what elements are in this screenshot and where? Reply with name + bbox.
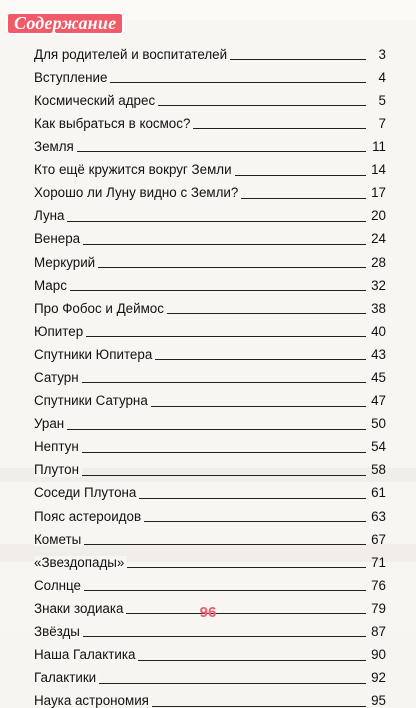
toc-item xyxy=(34,153,386,176)
toc-item xyxy=(34,638,386,661)
toc-item-title: Кто ещё кружится вокруг Земли xyxy=(34,163,235,176)
toc-item-title: Космический адрес xyxy=(34,94,158,107)
toc-item-page: 45 xyxy=(371,370,386,385)
toc-item-page: 4 xyxy=(378,69,386,85)
toc-item-page: 38 xyxy=(371,300,386,316)
toc-item-title: Нептун xyxy=(34,440,82,453)
toc-item-title: Наука астрономия xyxy=(34,694,152,707)
toc-item-page: 67 xyxy=(371,531,386,547)
toc-item xyxy=(34,477,386,500)
toc-item xyxy=(34,523,386,546)
toc-item-title: Знаки зодиака xyxy=(34,602,126,615)
toc-item-title: Про Фобос и Деймос xyxy=(34,302,167,315)
toc-item-title: Для родителей и воспитателей xyxy=(34,48,230,61)
toc-item-page: 61 xyxy=(371,485,386,501)
toc-item-page: 79 xyxy=(371,600,386,616)
toc-item-page: 7 xyxy=(378,115,386,131)
toc-item-title: «Звездопады» xyxy=(34,556,127,569)
toc-item-title: Кометы xyxy=(34,533,84,546)
toc-item-page: 58 xyxy=(371,462,386,478)
toc-item-title: Спутники Юпитера xyxy=(34,348,155,361)
toc-item xyxy=(34,130,386,153)
toc-item-page: 76 xyxy=(371,577,386,593)
toc-item-page: 71 xyxy=(371,554,386,570)
toc-item-page: 43 xyxy=(371,346,386,362)
toc-item-title: Земля xyxy=(34,140,77,153)
toc-item-title: Соседи Плутона xyxy=(34,486,139,499)
toc-item xyxy=(34,38,386,61)
toc-item xyxy=(34,454,386,477)
toc-item-page: 47 xyxy=(371,393,386,409)
toc-item-page: 11 xyxy=(372,139,386,155)
toc-item xyxy=(34,223,386,246)
toc-item-page: 92 xyxy=(371,670,386,686)
toc-item-page: 20 xyxy=(371,208,386,224)
toc-item-page: 63 xyxy=(371,508,386,524)
toc-item xyxy=(34,546,386,569)
toc-item-page: 3 xyxy=(378,46,386,62)
toc-item-page: 54 xyxy=(371,439,386,455)
toc-item xyxy=(34,431,386,454)
toc-item xyxy=(34,246,386,269)
toc-item-title: Юпитер xyxy=(34,325,86,338)
toc-item xyxy=(34,315,386,338)
toc-item xyxy=(34,61,386,84)
toc-item-page: 87 xyxy=(371,624,386,640)
toc-item-title: Вступление xyxy=(34,71,110,84)
toc-item-page: 28 xyxy=(371,254,386,270)
toc-item-page: 50 xyxy=(371,416,386,432)
toc-item-title: Луна xyxy=(34,209,67,222)
toc-item-page: 95 xyxy=(371,693,386,708)
toc-item-title: Уран xyxy=(34,417,67,430)
toc-item xyxy=(34,662,386,685)
toc-item-page: 17 xyxy=(371,185,386,201)
toc-item-title: Марс xyxy=(34,279,70,292)
toc-item xyxy=(34,408,386,431)
toc-item-page: 40 xyxy=(371,323,386,339)
toc-item-title: Спутники Сатурна xyxy=(34,394,151,407)
toc-item-title: Пояс астероидов xyxy=(34,510,144,523)
toc-item-page: 32 xyxy=(371,277,386,293)
toc-item-page: 90 xyxy=(371,647,386,663)
toc-item xyxy=(34,107,386,130)
toc-item xyxy=(34,177,386,200)
toc-item-title: Звёзды xyxy=(34,625,83,638)
toc-item-title: Плутон xyxy=(34,463,82,476)
toc-item xyxy=(34,84,386,107)
toc-item xyxy=(34,500,386,523)
toc-item-title: Венера xyxy=(34,232,83,245)
toc-item xyxy=(34,269,386,292)
toc-item-page: 5 xyxy=(378,92,386,108)
toc-item-title: Сатурн xyxy=(34,371,82,384)
toc-item-title: Как выбраться в космос? xyxy=(34,117,193,130)
toc-item xyxy=(34,200,386,223)
toc-item-page: 14 xyxy=(371,162,386,178)
toc-item xyxy=(34,338,386,361)
toc-item xyxy=(34,685,386,708)
toc-item-title: Галактики xyxy=(34,671,99,684)
toc-item xyxy=(34,361,386,384)
toc-item-page: 24 xyxy=(371,231,386,247)
toc-item-title: Меркурий xyxy=(34,256,98,269)
page-title: Содержание xyxy=(6,12,124,35)
toc-item xyxy=(34,569,386,592)
toc-item xyxy=(34,384,386,407)
toc-item xyxy=(34,292,386,315)
page-number: 96 xyxy=(199,604,217,621)
toc-item-title: Наша Галактика xyxy=(34,648,138,661)
toc-item-title: Хорошо ли Луну видно с Земли? xyxy=(34,186,241,199)
toc-item-title: Солнце xyxy=(34,579,84,592)
